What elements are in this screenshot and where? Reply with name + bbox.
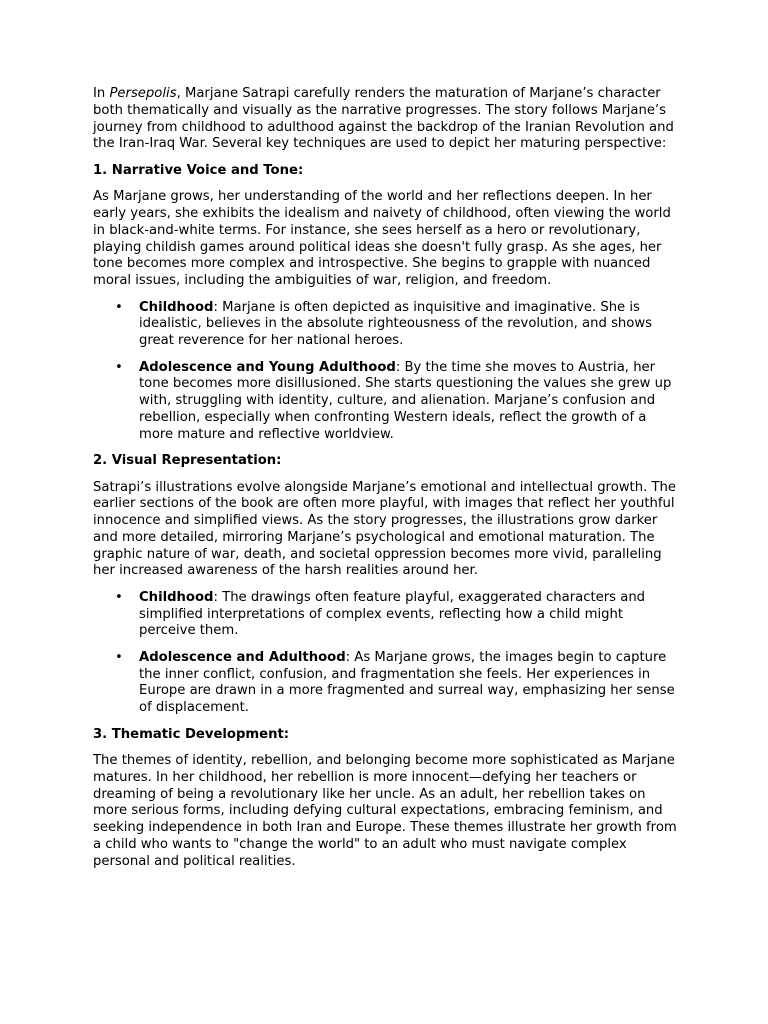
section-body-thematic-development: The themes of identity, rebellion, and belonging become more sophisticated as Marjane matures. In her childhood, her rebellion is more innocent—defying her teachers or dreaming of being a revolutionary like her uncle. As an adult, her rebellion takes on more serious forms, including defying cultural expectations, embracing feminism, and seeking independence in both Iran and Europe. These themes illustrate her growth from a child who wants to "change the world" to an adult who must navigate complex personal and political realities. — [93, 753, 677, 869]
section-body-narrative-voice: As Marjane grows, her understanding of the world and her reflections deepen. In her early years, she exhibits the idealism and naivety of childhood, often viewing the world in black-and-white terms. For instance, she sees herself as a hero or revolutionary, playing childish games around political ideas she doesn't fully grasp. As she ages, her tone becomes more complex and introspective. She begins to grapple with nuanced moral issues, including the ambiguities of war, religion, and freedom. — [93, 189, 671, 289]
list-item — [93, 650, 678, 717]
section-body-visual-representation: Satrapi’s illustrations evolve alongside Marjane’s emotional and intellectual growth. The earlier sections of the book are often more playful, with images that reflect her youthful innocence and simplified views. As the story progresses, the illustrations grow darker and more detailed, mirroring Marjane’s psychological and emotional maturation. The graphic nature of war, death, and societal oppression becomes more vivid, paralleling her increased awareness of the harsh realities around her. — [93, 479, 676, 579]
intro-prefix: In — [93, 86, 110, 101]
list-item-text: : The drawings often feature playful, exaggerated characters and simplified interpretations of complex events, reflecting how a child might perceive them. — [139, 589, 646, 639]
bullet-list-narrative-voice — [93, 300, 678, 444]
list-item — [93, 300, 678, 350]
bullet-icon: • — [115, 589, 123, 605]
intro-text: , Marjane Satrapi carefully renders the maturation of Marjane’s character both thematically and visually as the narrative progresses. The story follows Marjane’s journey from childhood to adulthood against the backdrop of the Iranian Revolution and the Iran-Iraq War. Several key techniques are used to depict her maturing perspective: — [93, 86, 674, 152]
list-item-text: : As Marjane grows, the images begin to capture the inner conflict, confusion, and fragmentation she feels. Her experiences in Europe are drawn in a more fragmented and surreal way, emphasizing her sense of displacement. — [139, 649, 675, 716]
bullet-icon: • — [115, 649, 123, 665]
list-item-term: Childhood — [139, 299, 214, 315]
intro-paragraph — [93, 86, 678, 153]
list-item-term: Childhood — [139, 589, 214, 605]
list-item-term: Adolescence and Young Adulthood — [139, 359, 396, 375]
bullet-icon: • — [115, 359, 123, 375]
section-heading-visual-representation: 2. Visual Representation: — [93, 453, 282, 469]
section-heading-thematic-development: 3. Thematic Development: — [93, 726, 290, 742]
bullet-list-visual-representation — [93, 590, 678, 717]
list-item-text: : Marjane is often depicted as inquisitive and imaginative. She is idealistic, believes in the absolute righteousness of the revolution, and shows great reverence for her national heroes. — [139, 299, 653, 349]
list-item — [93, 360, 678, 444]
document-page — [93, 86, 678, 880]
list-item-term: Adolescence and Adulthood — [139, 649, 346, 665]
book-title: Persepolis — [109, 86, 177, 101]
bullet-icon: • — [115, 299, 123, 315]
section-heading-narrative-voice: 1. Narrative Voice and Tone: — [93, 162, 304, 178]
list-item-text: : By the time she moves to Austria, her tone becomes more disillusioned. She starts questioning the values she grew up with, struggling with identity, culture, and alienation. Marjane’s confusion and rebellion, especially when confronting Western ideals, reflect the growth of a more mature and reflective worldview. — [139, 359, 672, 442]
list-item — [93, 590, 678, 640]
